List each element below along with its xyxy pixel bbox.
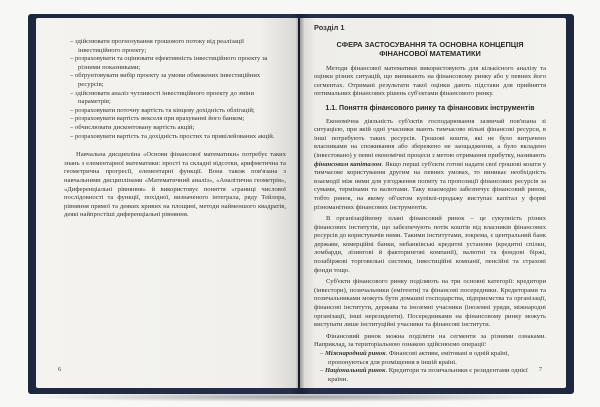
bullet-item: – розраховувати та оцінювати ефективність інвестиційного проекту за різними показниками; xyxy=(70,55,268,71)
left-page-text xyxy=(64,38,286,220)
right-page xyxy=(300,18,566,388)
body-paragraph: В організаційному плані фінансовий ринок – це сукупність різних фінансових інститутів, що забезпечують потік коштів від власників фінансових ресурсів до користувачів ними. Такими інститутами, зокрема, є центральний банк держави, комерційні банки, небанківські кредитні установи (кредитні спілки, ломбарди, лізингові й факторингові компанії), валютні та фондові біржі, позабіржові торговельні системи, інвестиційні компанії, пенсійні та страхові фонди тощо. xyxy=(314,215,546,274)
intro-paragraph: Методи фінансової математики використовують для кількісного аналізу та оцінки різних ситуацій, що виникають на фінансовому ринку або у певних його сегментах. Отримані результати такої оцінки дають підстави для прийняття оптимальних фінансових рішень суб'єктами фінансового ринку. xyxy=(314,64,546,98)
bullet-item: – здійснювати прогнозування грошового потоку від реалізації інвестиційного проекту; xyxy=(70,38,244,54)
bullet-item: – розраховувати вартість векселя при врахуванні його банком; xyxy=(70,115,245,123)
list-item: – Міжнародний ринок. Фінансові активи, емітовані в одній країні, пропонуються для розміщення в іншій країні. xyxy=(320,350,510,366)
bullet-item: – обґрунтовувати вибір проекту за умови обмежених інвестиційних ресурсів; xyxy=(70,72,261,88)
bullet-item: – здійснювати аналіз чутливості інвестиційного проекту до зміни параметрів; xyxy=(70,89,255,106)
bullet-item: – обчислювати дисконтовану вартість акцій; xyxy=(70,123,195,131)
chapter-label: Розділ 1 xyxy=(314,23,345,32)
chapter-title: СФЕРА ЗАСТОСУВАННЯ ТА ОСНОВНА КОНЦЕПЦІЯ ФІНАНСОВОЇ МАТЕМАТИКИ xyxy=(336,39,524,59)
body-paragraph: Фінансовий ринок можна поділити на сегменти за різними ознаками. Наприклад, за територіальною ознакою здійснюємо операції: xyxy=(314,332,546,349)
body-paragraph: Навчальна дисципліна «Основи фінансової математики» потребує таких знань з елементарної математики: прості та складні відсотки, арифметична та геометрична прогресії, елементарні функції. Вона також пов'язана з навчальними дисциплінами «Математичний аналіз», «Аналітична геометрія», «Диференціальні рівняння» й використовує поняття «границі числової послідовності та функції, похідної, визначеного інтеграла, ряду Тейлора, рівняння прямої та деяких кривих на площині, методи найменшого квадратів, деякі найпростіші диференціальні рівняння. xyxy=(64,151,286,219)
body-paragraph: Суб'єкти фінансового ринку поділяють на три основні категорії: кредитори (інвестори), позичальники (емітенти) та фінансові посередники. Кредиторами та позичальниками можуть бути домашні господарства, підприємства та організації, фінансові інститути, держава та іноземні учасники (іноземні уряди, міжнародні організації, інші нерезиденти). Посередниками на фінансовому ринку можуть виступати лише інституційні учасники та фінансові інститути. xyxy=(314,278,546,329)
left-page xyxy=(36,18,298,388)
book-gutter xyxy=(296,18,304,388)
section-title: 1.1. Поняття фінансового ринку та фінансових інструментів xyxy=(325,104,535,112)
right-page-text xyxy=(314,24,546,384)
page-number: 6 xyxy=(58,366,62,373)
page-number: 7 xyxy=(538,366,542,373)
bullet-item: – розраховувати вартість та дохідність простих та привілейованих акцій. xyxy=(70,132,275,140)
bullet-item: – розраховувати поточну вартість та кінцеву дохідність облігацій; xyxy=(70,106,255,114)
body-paragraph: Економічна діяльність суб'єктів господарювання зазвичай пов'язана зі ситуацією, при якій одні учасники мають тимчасово вільні фінансові ресурси, в інші потребують таких ресурсів. Грошові кошти, які не було витрачено власниками на споживання або збережено не заощадження, а було вкладено (інвестовано) у певні економічні процеси з метою отримання прибутку, називають фінансовим капіталом. Якщо перші суб'єкти готові надати свої грошові кошти у тимчасове користування другим на певних умовах, то виникає необхідність взаємодії між ними для узгодження попиту та пропозиції фінансових ресурсів за сумами, термінами та валютами. Таку взаємодію забезпечує фінансовий ринок, тобто ринок, на якому об'єктом купівлі-продажу виступає капітал у формі різноманітних фінансових інструментів. xyxy=(314,117,547,211)
list-item: – Національний ринок. Кредитори та позичальники є резидентами однієї країни. xyxy=(320,367,528,383)
